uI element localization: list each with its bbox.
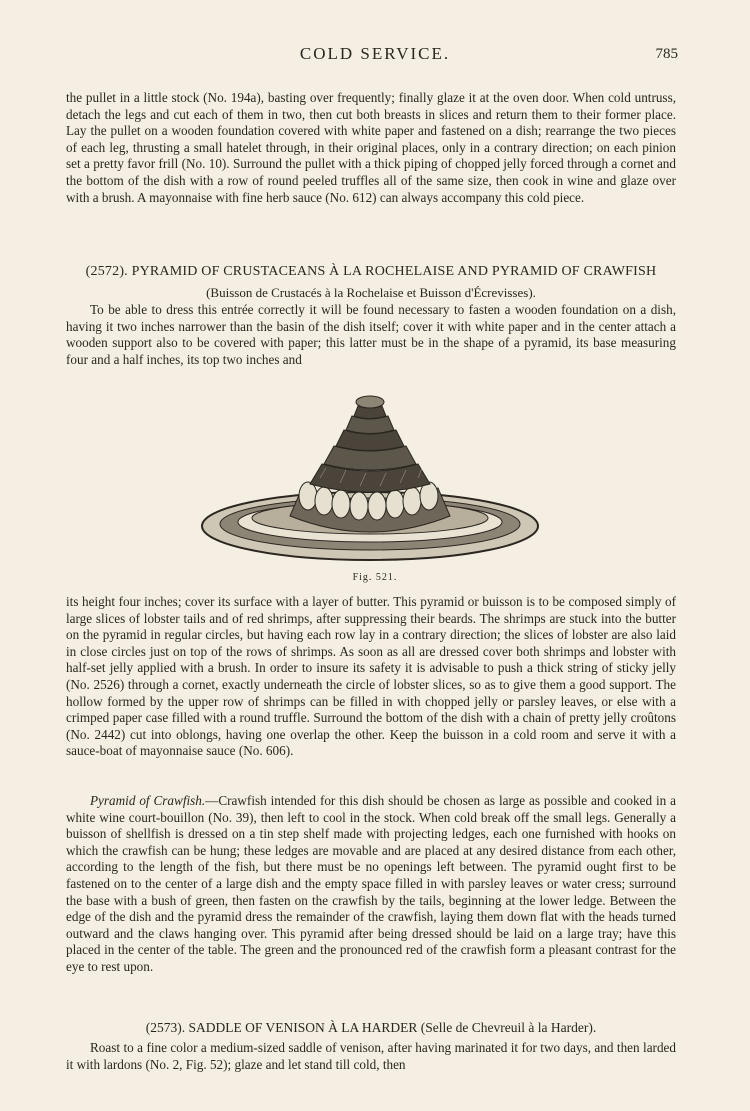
section-2572-subtitle: (Buisson de Crustacés à la Rochelaise et Buisson d'Écrevisses). bbox=[206, 285, 536, 300]
section-2573-heading bbox=[66, 1020, 676, 1036]
crawfish-label: Pyramid of Crawfish. bbox=[90, 793, 206, 808]
section-2572-paragraph-3 bbox=[66, 793, 676, 976]
page-number: 785 bbox=[655, 46, 678, 62]
section-2573-number: (2573). bbox=[145, 1020, 186, 1035]
page-header bbox=[0, 44, 750, 70]
section-2572-title: PYRAMID OF CRUSTACEANS À LA ROCHELAISE AND PYRAMID OF CRAWFISH bbox=[131, 264, 657, 279]
crawfish-text: —Crawfish intended for this dish should be chosen as large as possible and cooked in a white wine court-bouillon (No. 39), then left to cool in the stock. When cold break off the small legs. Generally a buisson of shellfish is dressed on a tin step shelf made with projecting ledges, each one furnished with hooks on which the crawfish can be hung; these ledges are movable and are placed at any desired distance from each other, according to the length of the fish, but there must be no openings left between. The pyramid ought first to be fastened on to the center of a large dish and the empty space filled in with parsley leaves or water cress; surround the base with a bush of green, then fasten on the crawfish by the tails, beginning at the lower ledge. Between the edge of the dish and the pyramid dress the remainder of the crawfish, laying them down flat with the heads turned outward and the claws hanging over. This pyramid after being dressed should be laid on a large tray; have this placed in the center of the table. The green and the pronounced red of the crawfish form a pleasant contrast for the eye to rest upon. bbox=[66, 793, 676, 974]
section-2572-paragraph-2: its height four inches; cover its surface with a layer of butter. This pyramid or buisson is to be composed simply of large slices of lobster tails and of red shrimps, after suppressing their beards. The shrimps are stuck into the butter on the pyramid in regular circles, but having each row lay in a contrary direction; the slices of lobster are also laid in close circles just on top of the rows of shrimps. As soon as all are dressed cover both shrimps and lobster with half-set jelly applied with a brush. In order to insure its safety it is advisable to push a thick string of sticky jelly (No. 2526) through a cornet, exactly underneath the circle of lobster slices, so as to give them a good support. The hollow formed by the upper row of shrimps can be filled in with chopped jelly or parsley leaves, or else with a crimped paper case filled with a round truffle. Surround the bottom of the dish with a chain of pretty jelly croûtons (No. 2442) cut into oblongs, having one overlap the other. Keep the buisson in a cold room and serve it with a sauce-boat of mayonnaise sauce (No. 606). bbox=[66, 594, 676, 759]
pyramid-engraving bbox=[190, 388, 550, 570]
section-2573-paragraph-1: Roast to a fine color a medium-sized saddle of venison, after having marinated it for two days, and then larded it with lardons (No. 2, Fig. 52); glaze and let stand till cold, then bbox=[66, 1040, 676, 1072]
section-2572-heading bbox=[66, 264, 676, 280]
section-2572-number: (2572). bbox=[85, 264, 128, 279]
pyramid-illustration bbox=[190, 388, 550, 570]
figure-caption: Fig. 521. bbox=[352, 572, 398, 583]
section-2573-subtitle: (Selle de Chevreuil à la Harder). bbox=[420, 1020, 597, 1035]
section-2572-paragraph-1: To be able to dress this entrée correctly it will be found necessary to fasten a wooden foundation on a dish, having it two inches narrower than the basin of the dish itself; cover it with white paper and in the center attach a wooden support also to be covered with paper; this latter must be in the shape of a pyramid, its base measuring four and a half inches, its top two inches and bbox=[66, 302, 676, 367]
section-2573-title: SADDLE OF VENISON À LA HARDER bbox=[188, 1020, 418, 1035]
running-head: COLD SERVICE. bbox=[299, 44, 451, 63]
intro-paragraph: the pullet in a little stock (No. 194a), basting over frequently; finally glaze it at the oven door. When cold untruss, detach the legs and cut each of them in two, then cut both breasts in slices and return them to their former place. Lay the pullet on a wooden foundation covered with white paper and fastened on a dish; rearrange the two pieces of each leg, thrusting a small hatelet through, in their original places, only in a contrary direction; on each pinion set a pretty favor frill (No. 10). Surround the pullet with a thick piping of chopped jelly forced through a cornet and the bottom of the dish with a row of round peeled truffles all of the same size, then cook in wine and glaze over with a brush. A mayonnaise with fine herb sauce (No. 612) can always accompany this cold piece. bbox=[66, 90, 676, 205]
